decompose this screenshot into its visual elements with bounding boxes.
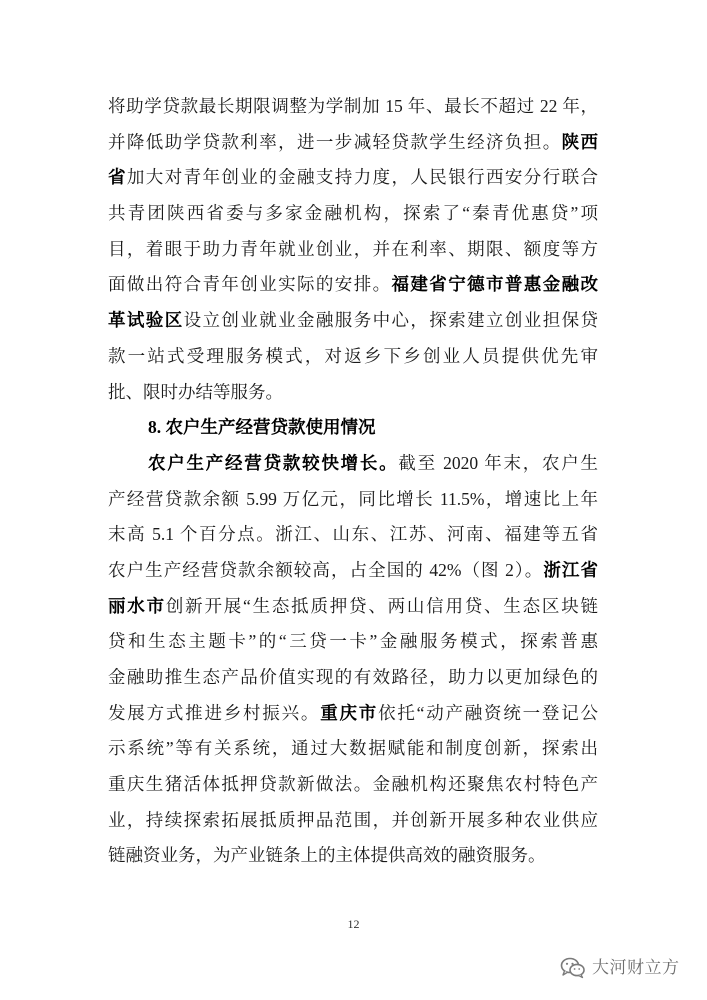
text-line: 产经营贷款余额 5.99 万亿元，同比增长 11.5%，增速比上年 bbox=[108, 488, 598, 509]
text-line bbox=[108, 589, 598, 625]
watermark bbox=[560, 956, 680, 980]
text-run: 创新开展“生态抵质押贷、两山信用贷、生态区块链 bbox=[165, 595, 598, 616]
text-line bbox=[108, 125, 598, 161]
text-run: 发展方式推进乡村振兴。 bbox=[108, 702, 321, 723]
text-run: 截至 2020 年末，农户生 bbox=[398, 452, 598, 473]
text-line: 款一站式受理服务模式，对返乡下乡创业人员提供优先审 bbox=[108, 345, 598, 366]
text-line: 目，着眼于助力青年就业创业，并在利率、期限、额度等方 bbox=[108, 238, 598, 259]
text-line bbox=[108, 267, 598, 303]
text-line: 末高 5.1 个百分点。浙江、山东、江苏、河南、福建等五省 bbox=[108, 524, 598, 545]
text-line bbox=[108, 303, 598, 339]
text-line: 共青团陕西省委与多家金融机构，探索了“秦青优惠贷”项 bbox=[108, 203, 598, 224]
bold-keyword: 福建省宁德市普惠金融改 bbox=[391, 274, 598, 295]
text-run: 设立创业就业金融服务中心，探索建立创业担保贷 bbox=[183, 310, 598, 331]
text-line bbox=[108, 696, 598, 732]
page-number: 12 bbox=[347, 917, 360, 931]
text-run: 加大对青年创业的金融支持力度，人民银行西安分行联合 bbox=[126, 167, 598, 188]
bold-keyword: 陕西 bbox=[561, 131, 598, 152]
watermark-text: 大河财立方 bbox=[592, 958, 680, 978]
text-line: 贷和生态主题卡”的“三贷一卡”金融服务模式，探索普惠 bbox=[108, 631, 598, 652]
text-line: 链融资业务，为产业链条上的主体提供高效的融资服务。 bbox=[108, 845, 546, 866]
text-line: 示系统”等有关系统，通过大数据赋能和制度创新，探索出 bbox=[108, 738, 598, 759]
bold-keyword: 浙江省 bbox=[543, 559, 598, 580]
wechat-icon bbox=[560, 957, 586, 979]
text-line: 批、限时办结等服务。 bbox=[108, 381, 283, 402]
bold-keyword: 丽水市 bbox=[108, 595, 166, 616]
text-line: 金融助推生态产品价值实现的有效路径，助力以更加绿色的 bbox=[108, 667, 598, 687]
text-line: 将助学贷款最长期限调整为学制加 15 年、最长不超过 22 年， bbox=[108, 96, 598, 116]
text-run: 农户生产经营贷款余额较高，占全国的 42%（图 2）。 bbox=[108, 559, 544, 580]
text-run: 并降低助学贷款利率，进一步减轻贷款学生经济负担。 bbox=[108, 131, 562, 152]
text-run: 面做出符合青年创业实际的安排。 bbox=[108, 274, 392, 295]
bold-keyword: 革试验区 bbox=[108, 310, 184, 331]
bold-keyword: 农户生产经营贷款较快增长。 bbox=[148, 452, 399, 473]
text-line bbox=[108, 160, 598, 196]
body-text bbox=[108, 89, 598, 874]
text-line: 业，持续探索拓展抵质押品范围，并创新开展多种农业供应 bbox=[108, 809, 598, 830]
text-run: 依托“动产融资统一登记公 bbox=[378, 702, 598, 723]
text-line: 重庆生猪活体抵押贷款新做法。金融机构还聚焦农村特色产 bbox=[108, 774, 598, 795]
bold-keyword: 重庆市 bbox=[320, 702, 379, 723]
section-heading: 8. 农户生产经营贷款使用情况 bbox=[148, 417, 376, 438]
bold-keyword: 省 bbox=[108, 167, 127, 188]
text-line bbox=[108, 553, 598, 589]
text-line bbox=[108, 446, 598, 482]
